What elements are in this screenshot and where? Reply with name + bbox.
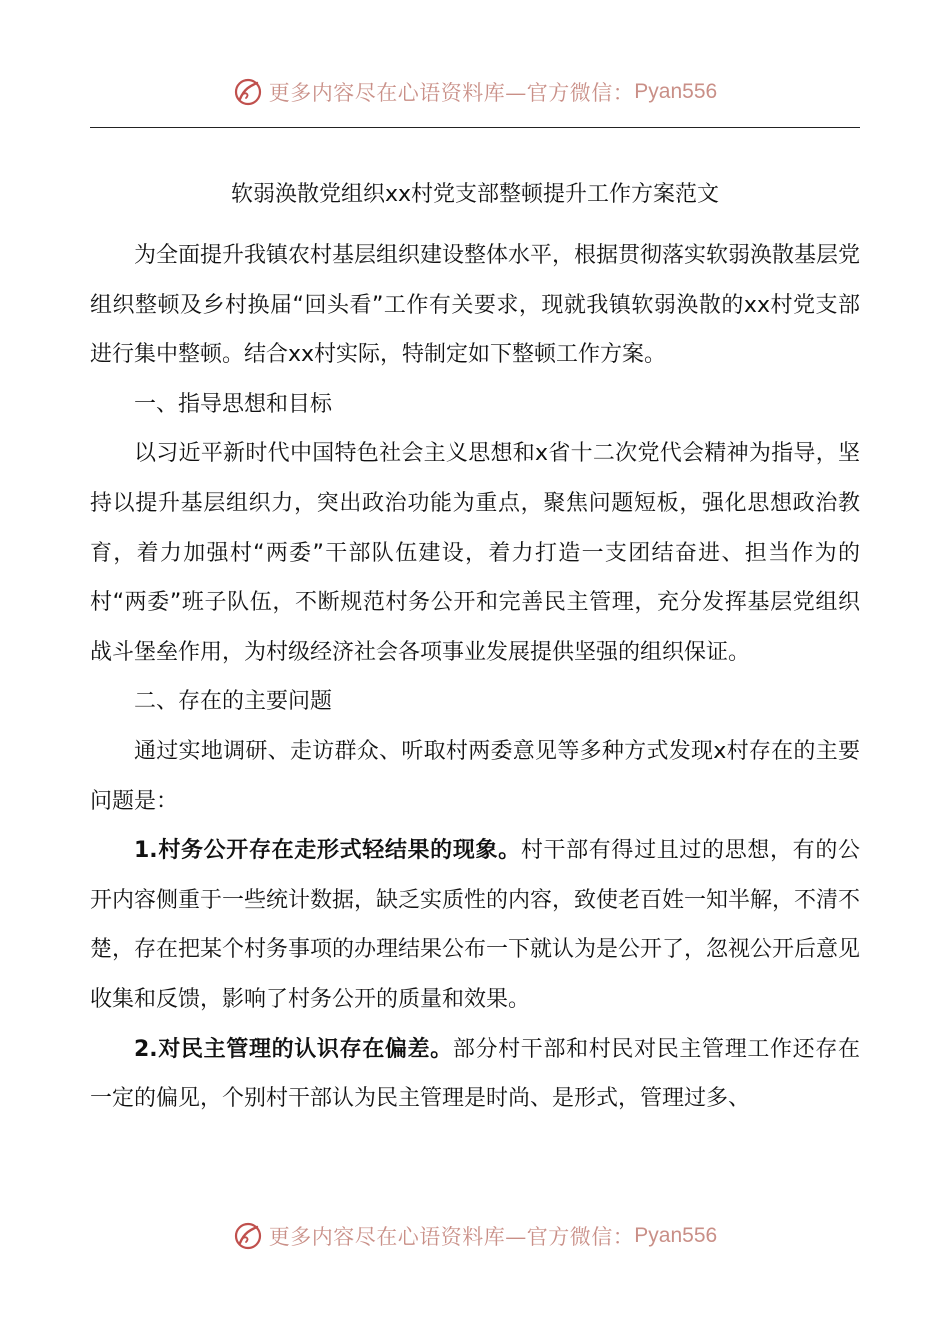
watermark-banner-top: [0, 72, 950, 112]
document-body: [90, 231, 860, 1124]
header-rule: [90, 127, 860, 128]
watermark-text: 更多内容尽在心语资料库—官方微信：: [268, 1225, 635, 1249]
section-1-paragraph: 以习近平新时代中国特色社会主义思想和x省十二次党代会精神为指导，坚持以提升基层组织力，突出政治功能为重点，聚焦问题短板，强化思想政治教育，着力加强村“两委”干部队伍建设，着力打造一支团结奋进、担当作为的村“两委”班子队伍，不断规范村务公开和完善民主管理，充分发挥基层党组织战斗堡垒作用，为村级经济社会各项事业发展提供坚强的组织保证。: [90, 441, 860, 665]
issue-2-body: 部分村干部和村民对民主管理工作还存在一定的偏见，个别村干部认为民主管理是时尚、是形式，管理过多、: [90, 1036, 860, 1112]
document-title: 软弱涣散党组织xx村党支部整顿提升工作方案范文: [230, 182, 720, 207]
issue-1-body: 村干部有得过且过的思想，有的公开内容侧重于一些统计数据，缺乏实质性的内容，致使老百姓一知半解，不清不楚，存在把某个村务事项的办理结果公布一下就认为是公开了，忽视公开后意见收集和反馈，影响了村务公开的质量和效果。: [90, 838, 861, 1012]
watermark-wechat-id: Pyan556: [634, 1224, 718, 1247]
issue-1-paragraph: [90, 826, 860, 1024]
pen-swirl-logo-icon: [233, 77, 263, 107]
section-heading-1: 一、指导思想和目标: [134, 391, 333, 417]
watermark-banner-bottom: [0, 1216, 950, 1256]
section-2-intro-paragraph: 通过实地调研、走访群众、听取村两委意见等多种方式发现x村存在的主要问题是：: [90, 738, 860, 814]
section-heading-2: 二、存在的主要问题: [134, 689, 333, 715]
issue-2-paragraph: [90, 1025, 860, 1124]
pen-swirl-logo-icon: [233, 1221, 263, 1251]
watermark-wechat-id: Pyan556: [634, 80, 718, 103]
issue-2-lead: 2.对民主管理的认识存在偏差。: [134, 1036, 453, 1062]
watermark-text: 更多内容尽在心语资料库—官方微信：: [268, 81, 635, 105]
issue-1-lead: 1.村务公开存在走形式轻结果的现象。: [134, 838, 521, 864]
intro-paragraph: 为全面提升我镇农村基层组织建设整体水平，根据贯彻落实软弱涣散基层党组织整顿及乡村换届“回头看”工作有关要求，现就我镇软弱涣散的xx村党支部进行集中整顿。结合xx村实际，特制定如下整顿工作方案。: [90, 243, 861, 368]
